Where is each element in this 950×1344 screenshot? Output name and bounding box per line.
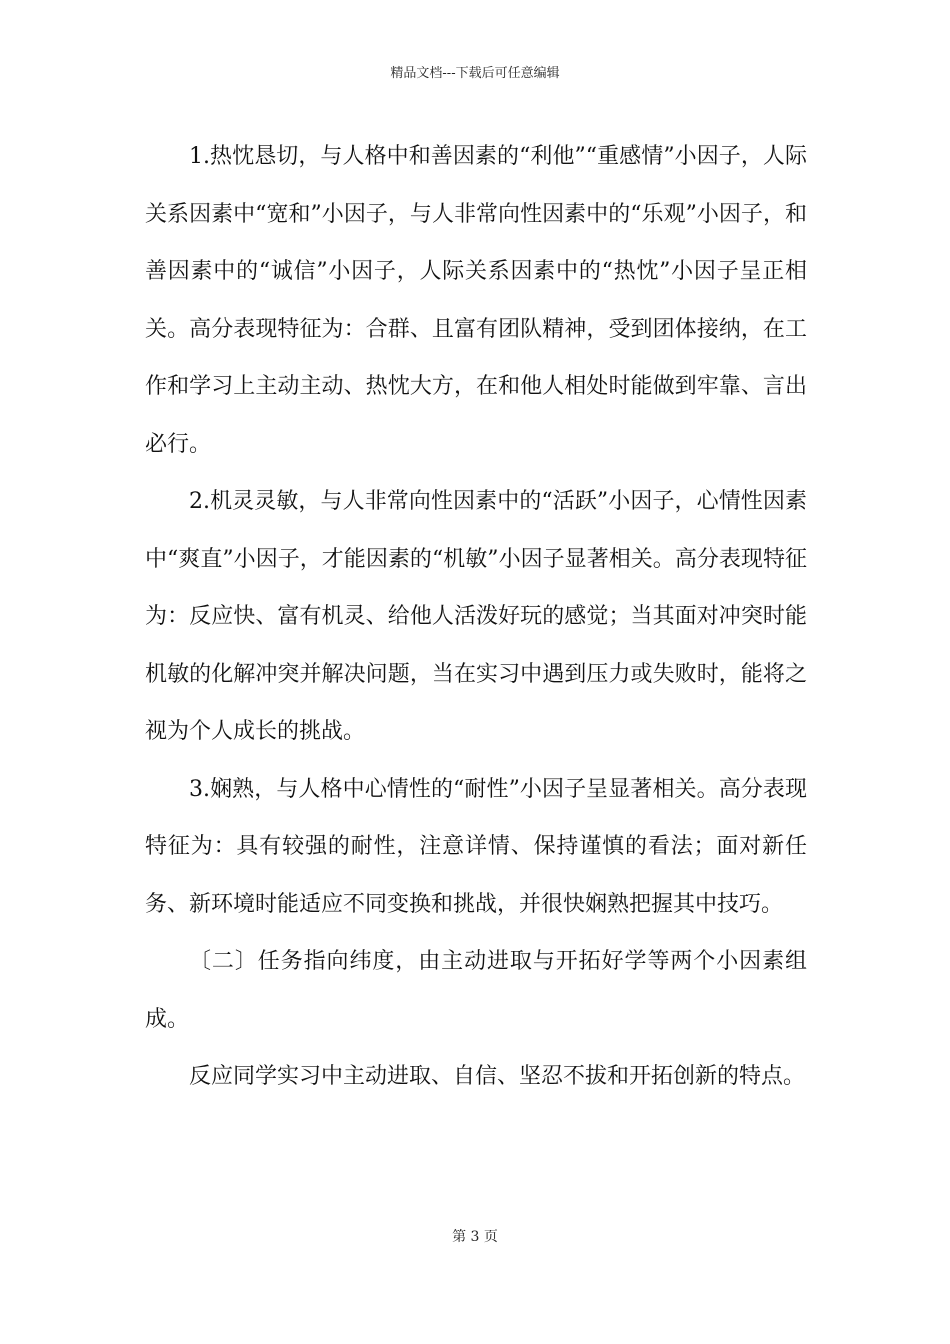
paragraph-2: 2.机灵灵敏，与人非常向性因素中的“活跃”小因子，心情性因素中“爽直”小因子，才能因素的“机敏”小因子显著相关。高分表现特征为：反应快、富有机灵、给他人活泼好玩的感觉；当其面对冲突时能机敏的化解冲突并解决问题，当在实习中遇到压力或失败时，能将之视为个人成长的挑战。 xyxy=(145,489,807,744)
paragraph-5: 反应同学实习中主动进取、自信、坚忍不拔和开拓创新的特点。 xyxy=(189,1064,806,1089)
document-body xyxy=(145,128,807,1106)
paragraph-3: 3.娴熟，与人格中心情性的“耐性”小因子呈显著相关。高分表现特征为：具有较强的耐性，注意详情、保持谨慎的看法；面对新任务、新环境时能适应不同变换和挑战，并很快娴熟把握其中技巧。 xyxy=(145,776,807,917)
page-number: 第 3 页 xyxy=(452,1229,498,1245)
paragraph-1: 1.热忱恳切，与人格中和善因素的“利他”“重感情”小因子，人际关系因素中“宽和”小因子，与人非常向性因素中的“乐观”小因子，和善因素中的“诚信”小因子，人际关系因素中的“热忱”小因子呈正相关。高分表现特征为：合群、且富有团队精神，受到团体接纳，在工作和学习上主动主动、热忱大方，在和他人相处时能做到牢靠、言出必行。 xyxy=(145,144,807,457)
page-header: 精品文档---下载后可任意编辑 xyxy=(390,66,560,81)
paragraph-4: 〔二〕任务指向纬度，由主动进取与开拓好学等两个小因素组成。 xyxy=(145,949,807,1032)
